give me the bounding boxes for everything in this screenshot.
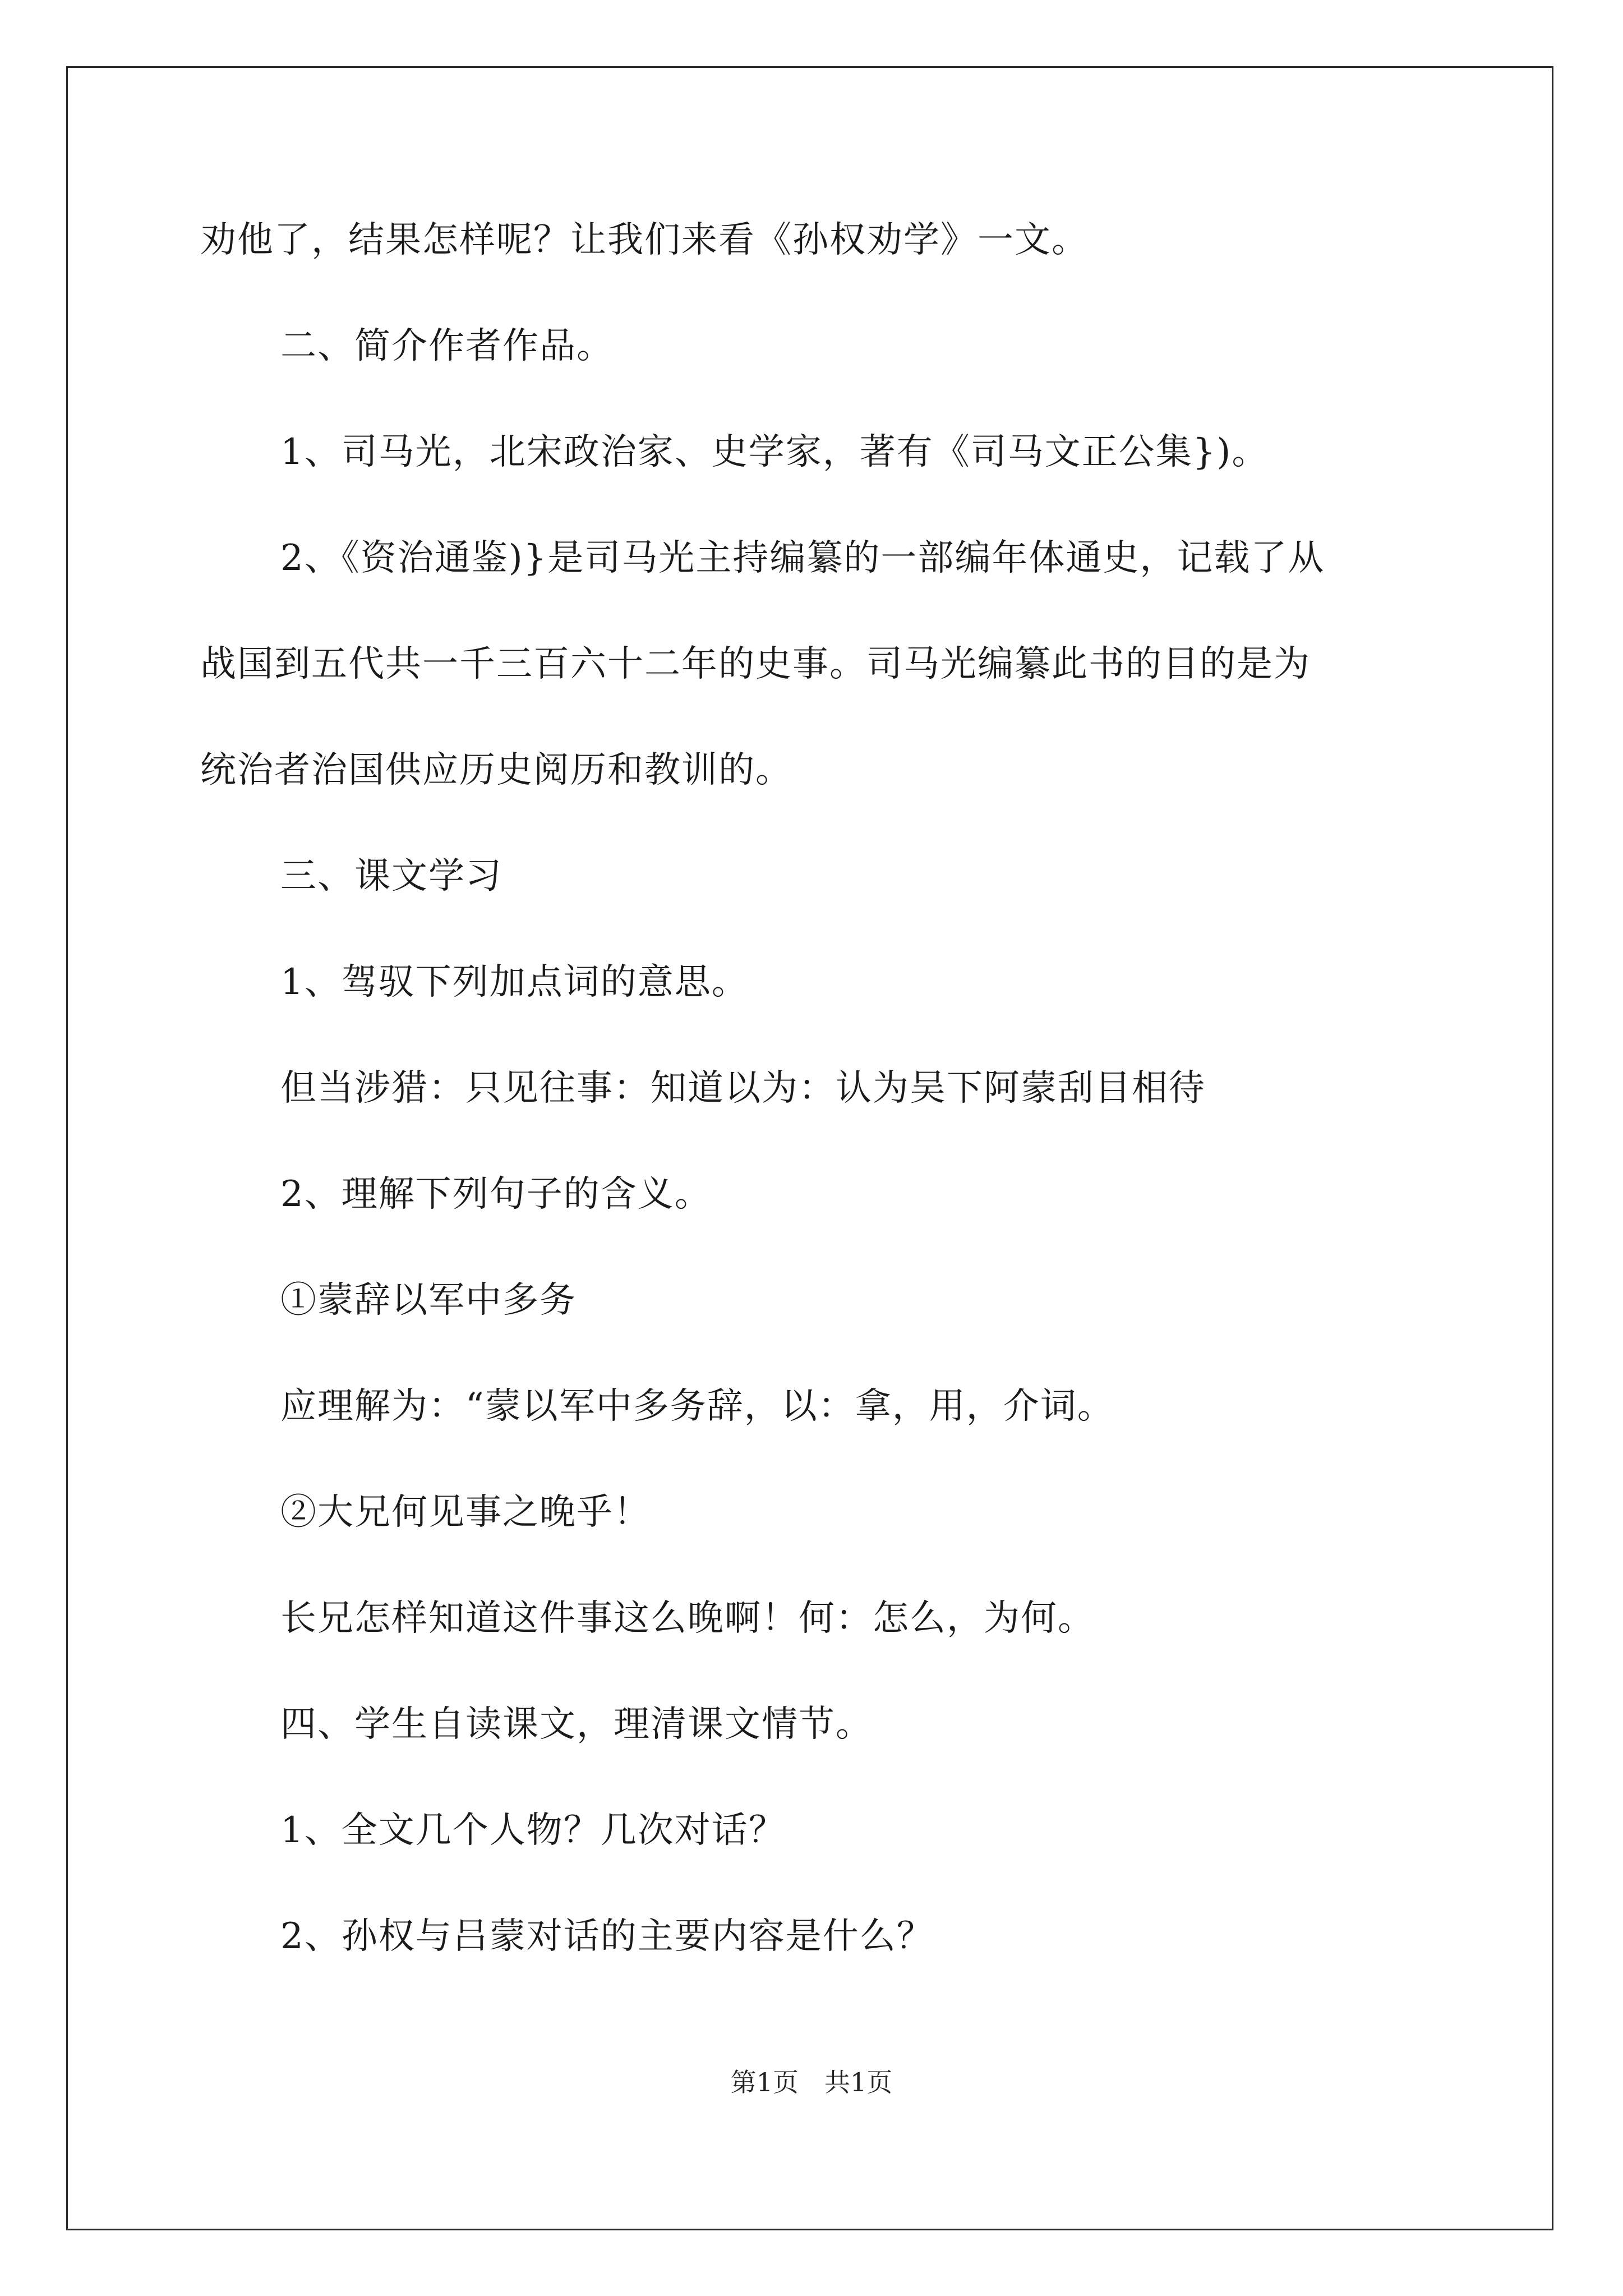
text-line-17: 2、孙权与吕蒙对话的主要内容是什么？ — [280, 1916, 934, 1957]
section-heading-reading: 四、学生自读课文，理清课文情节。 — [280, 1704, 873, 1745]
text-line-8: 1、驾驭下列加点词的意思。 — [280, 961, 749, 1003]
text-line-13: ②大兄何见事之晚乎！ — [280, 1492, 651, 1533]
text-line-16: 1、全文几个人物？几次对话？ — [280, 1810, 786, 1851]
page-footer: 第1页 共1页 — [730, 2067, 893, 2097]
text-line-9: 但当涉猎：只见往事：知道以为：认为吴下阿蒙刮目相待 — [280, 1068, 1206, 1109]
text-line-1: 劝他了，结果怎样呢？让我们来看《孙权劝学》一文。 — [200, 219, 1089, 261]
text-line-11: ①蒙辞以军中多务 — [280, 1280, 577, 1321]
section-heading-author: 二、简介作者作品。 — [280, 325, 614, 367]
text-line-6: 统治者治国供应历史阅历和教训的。 — [200, 749, 792, 791]
text-line-3: 1、司马光，北宋政治家、史学家，著有《司马文正公集})。 — [280, 431, 1269, 473]
document-body — [200, 213, 1456, 2016]
text-line-14: 长兄怎样知道这件事这么晚啊！何：怎么，为何。 — [280, 1598, 1095, 1639]
text-line-10: 2、理解下列句子的含义。 — [280, 1174, 712, 1215]
text-line-5: 战国到五代共一千三百六十二年的史事。司马光编纂此书的目的是为 — [200, 643, 1311, 685]
text-line-4: 2、《资治通鉴)}是司马光主持编纂的一部编年体通史，记载了从 — [280, 537, 1325, 579]
section-heading-study: 三、课文学习 — [280, 855, 502, 897]
text-line-12: 应理解为：“蒙以军中多务辞，以：拿，用，介词。 — [280, 1386, 1114, 1427]
